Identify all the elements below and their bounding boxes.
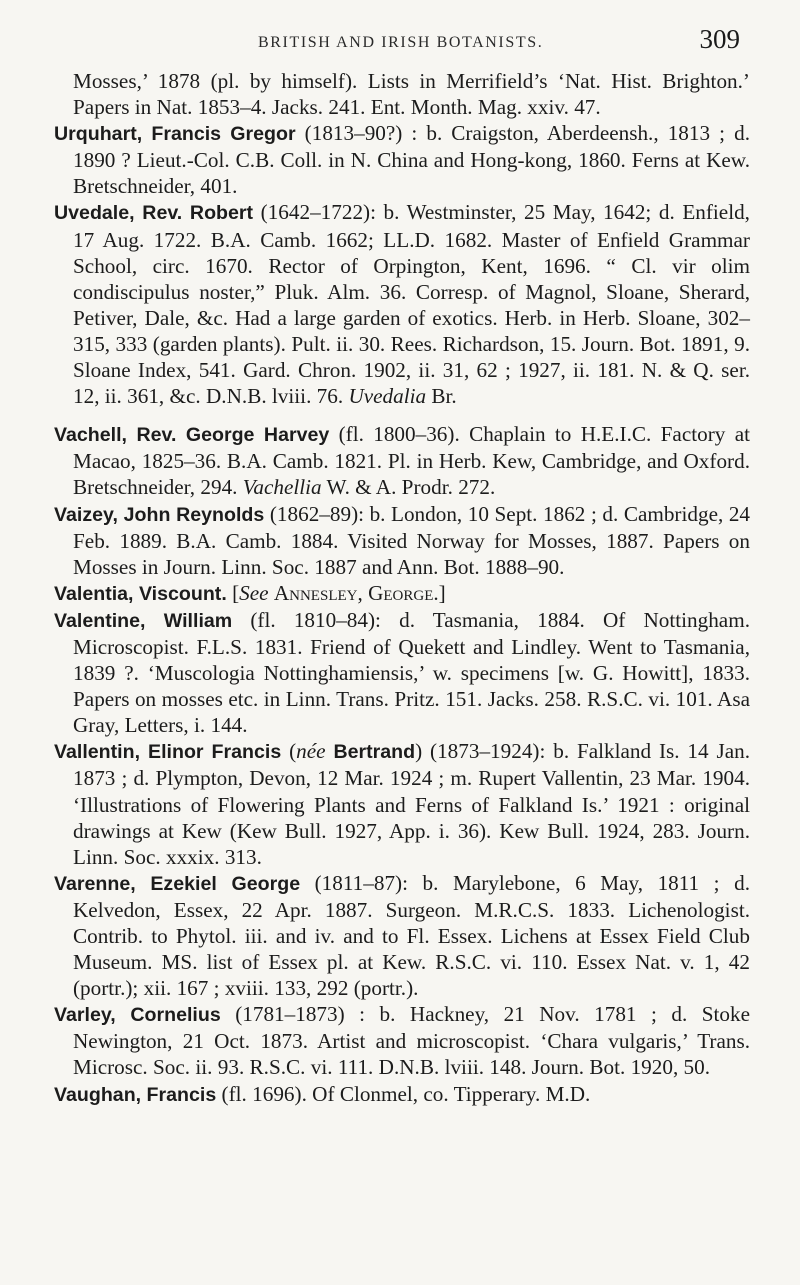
entry-headword: Valentia, Viscount. [54, 582, 227, 605]
cross-reference: Annesley, George. [273, 580, 439, 605]
entry-headword: Varenne, Ezekiel George [54, 872, 301, 895]
page-number: 309 [699, 24, 740, 54]
genus-name: Vachellia [242, 475, 322, 500]
entry-valentine: Valentine, William (fl. 1810–84): d. Tasmania, 1884. Of Nottingham. Microscopist. F.L.S. 1831. Friend of Quekett and Lindley. Went to Tasmania, 1839 ?. ‘Muscologia Nottinghamiensis,’ w. specimens [w. G. Howitt], 1833. Papers on mosses etc. in Linn. Trans. Pritz. 151. Jacks. 258. R.S.C. vi. 101. Asa Gray, Letters, i. 144. [54, 607, 750, 738]
genus-name: Uvedalia [348, 384, 427, 409]
entry-urquhart: Urquhart, Francis Gregor (1813–90?) : b. Craigston, Aberdeensh., 1813 ; d. 1890 ? Lieut.-Col. C.B. Coll. in N. China and Hong-kong, 1860. Ferns at Kew. Bretschneider, 401. [54, 121, 750, 199]
entry-continuation: Mosses,’ 1878 (pl. by himself). Lists in Merrifield’s ‘Nat. Hist. Brighton.’ Papers in Nat. 1853–4. Jacks. 241. Ent. Month. Mag. xxiv. 47. [73, 69, 750, 120]
entry-varley: Varley, Cornelius (1781–1873) : b. Hackney, 21 Nov. 1781 ; d. Stoke Newington, 21 Oct. 1873. Artist and microscopist. ‘Chara vulgaris,’ Trans. Microsc. Soc. ii. 93. R.S.C. vi. 111. D.N.B. lviii. 148. Journ. Bot. 1920, 50. [54, 1002, 750, 1080]
entry-vaizey: Vaizey, John Reynolds (1862–89): b. London, 10 Sept. 1862 ; d. Cambridge, 24 Feb. 1889. B.A. Camb. 1884. Visited Norway for Mosses, 1887. Papers on Mosses in Journ. Linn. Soc. 1887 and Ann. Bot. 1888–90. [54, 501, 751, 579]
nee-note: née [296, 739, 326, 764]
see-reference: See [239, 580, 269, 605]
entry-vallentin: Vallentin, Elinor Francis (née Bertrand) (1873–1924): b. Falkland Is. 14 Jan. 1873 ; d. Plympton, Devon, 12 Mar. 1924 ; m. Rupert Vallentin, 23 Mar. 1904. ‘Illustrations of Flowering Plants and Ferns of Falkland Is.’ 1921 : original drawings at Kew (Kew Bull. 1927, App. i. 36). Kew Bull. 1924, 283. Journ. Linn. Soc. xxxix. 313. [54, 739, 751, 869]
entry-headword: Varley, Cornelius [54, 1004, 221, 1027]
entry-headword: Valentine, William [54, 609, 233, 632]
running-head [0, 18, 800, 58]
entry-headword: Vaughan, Francis [54, 1083, 217, 1106]
entry-headword: Vallentin, Elinor Francis [54, 741, 282, 764]
entry-vaughan: Vaughan, Francis (fl. 1696). Of Clonmel, co. Tipperary. M.D. [54, 1081, 591, 1106]
entry-valentia: Valentia, Viscount. [See Annesley, George.] [54, 580, 446, 605]
entry-headword: Vaizey, John Reynolds [54, 503, 265, 526]
entry-headword: Urquhart, Francis Gregor [54, 123, 296, 146]
entry-uvedale: Uvedale, Rev. Robert (1642–1722): b. Westminster, 25 May, 1642; d. Enfield, 17 Aug. 1722. B.A. Camb. 1662; LL.D. 1682. Master of Enfield Grammar School, circ. 1670. Rector of Orpington, Kent, 1696. “ Cl. vir olim condiscipulus noster,” Pluk. Alm. 36. Corresp. of Magnol, Sloane, Sherard, Petiver, Dale, &c. Had a large garden of exotics. Herb. in Herb. Sloane, 302–315, 333 (garden plants). Pult. ii. 30. Rees. Richardson, 15. Journ. Bot. 1891, 9. Sloane Index, 541. Gard. Chron. 1902, ii. 31, 62 ; 1927, ii. 181. N. & Q. ser. 12, ii. 361, &c. D.N.B. lviii. 76. Uvedalia Br. [54, 200, 750, 409]
entry-headword: Uvedale, Rev. Robert [54, 202, 254, 225]
entry-headword: Vachell, Rev. George Harvey [54, 424, 330, 447]
entry-varenne: Varenne, Ezekiel George (1811–87): b. Marylebone, 6 May, 1811 ; d. Kelvedon, Essex, 22 Apr. 1887. Surgeon. M.R.C.S. 1833. Lichenologist. Contrib. to Phytol. iii. and iv. and to Fl. Essex. Lichens at Essex Field Club Museum. MS. list of Essex pl. at Kew. R.S.C. vi. 110. Essex Nat. v. 1, 42 (portr.); xii. 167 ; xviii. 133, 292 (portr.). [54, 870, 750, 1001]
running-title: BRITISH AND IRISH BOTANISTS. [258, 34, 544, 51]
entry-vachell: Vachell, Rev. George Harvey (fl. 1800–36). Chaplain to H.E.I.C. Factory at Macao, 1825–36. B.A. Camb. 1821. Pl. in Herb. Kew, Cambridge, and Oxford. Bretschneider, 294. Vachellia W. & A. Prodr. 272. [54, 422, 750, 500]
dictionary-entries [54, 68, 750, 1108]
entry-headword-maiden: Bertrand [333, 741, 416, 764]
